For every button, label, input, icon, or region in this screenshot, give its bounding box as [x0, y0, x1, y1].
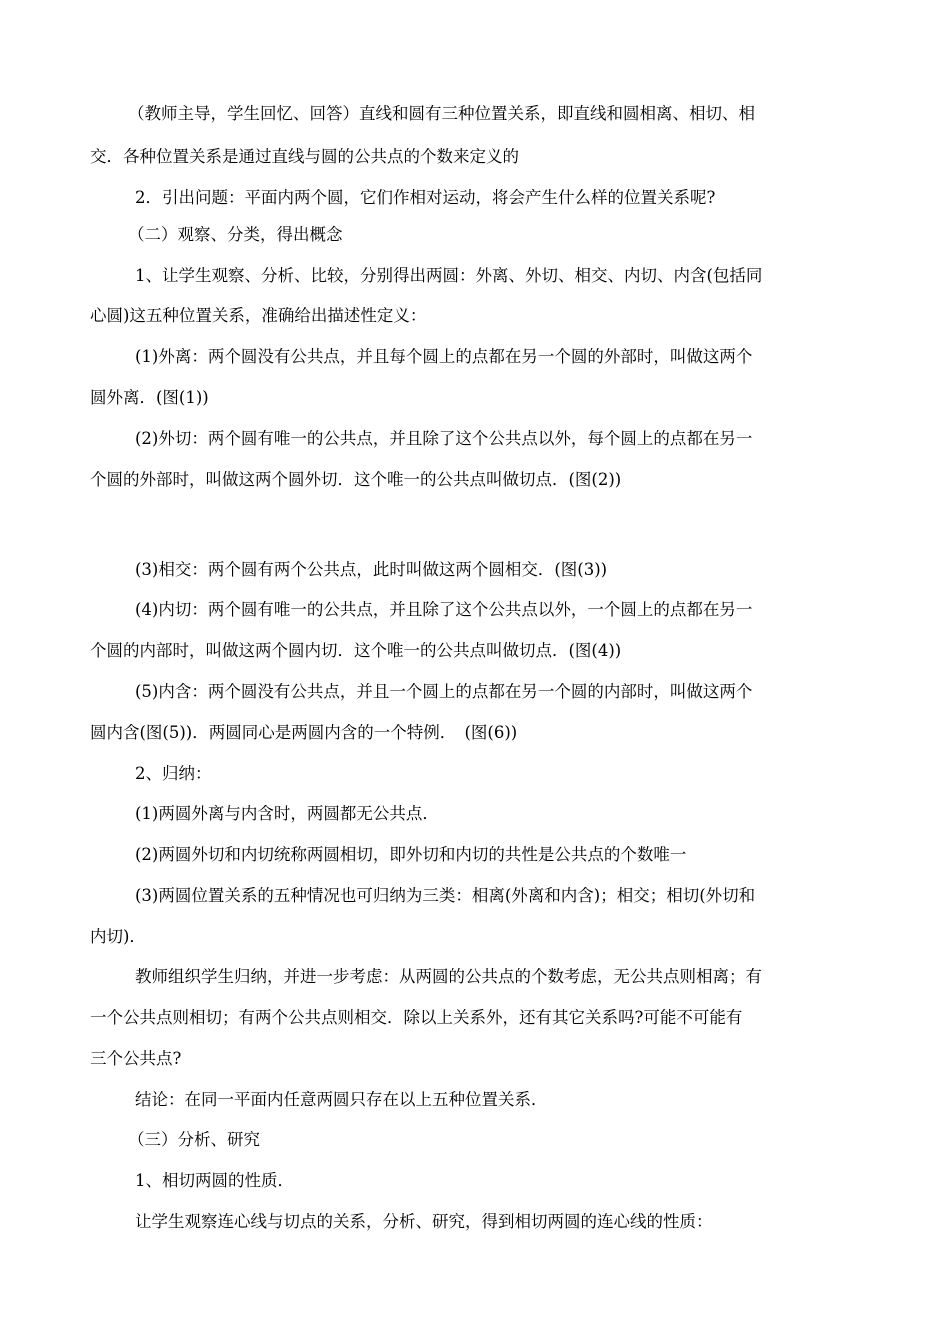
paragraph-line: 1、相切两圆的性质． — [135, 1171, 294, 1190]
paragraph-line: 2、归纳： — [135, 764, 212, 783]
paragraph-line: 让学生观察连心线与切点的关系，分析、研究，得到相切两圆的连心线的性质： — [135, 1212, 713, 1231]
paragraph-line: 内切)． — [90, 927, 146, 946]
paragraph-line: 一个公共点则相切；有两个公共点则相交．除以上关系外，还有其它关系吗?可能不可能有 — [90, 1008, 743, 1027]
paragraph-line: 交．各种位置关系是通过直线与圆的公共点的个数来定义的 — [90, 147, 519, 166]
paragraph-line: 圆内含(图(5))．两圆同心是两圆内含的一个特例． (图(6)) — [90, 723, 518, 742]
paragraph-line: 个圆的外部时，叫做这两个圆外切．这个唯一的公共点叫做切点．(图(2)) — [90, 470, 622, 489]
paragraph-line: 圆外离．(图(1)) — [90, 388, 209, 407]
paragraph-line: (2)两圆外切和内切统称两圆相切，即外切和内切的共性是公共点的个数唯一 — [135, 845, 687, 864]
paragraph-line: 心圆)这五种位置关系，准确给出描述性定义： — [90, 306, 427, 325]
paragraph-line: 个圆的内部时，叫做这两个圆内切．这个唯一的公共点叫做切点．(图(4)) — [90, 641, 622, 660]
paragraph-line: (1)两圆外离与内含时，两圆都无公共点． — [135, 804, 439, 823]
paragraph-line: 结论：在同一平面内任意两圆只存在以上五种位置关系． — [135, 1090, 548, 1109]
paragraph-line: （教师主导，学生回忆、回答）直线和圆有三种位置关系，即直线和圆相离、相切、相 — [128, 104, 755, 123]
paragraph-line: (3)两圆位置关系的五种情况也可归纳为三类：相离(外离和内含)；相交；相切(外切和 — [135, 886, 756, 905]
paragraph-line: (2)外切：两个圆有唯一的公共点，并且除了这个公共点以外，每个圆上的点都在另一 — [135, 429, 753, 448]
paragraph-line: 三个公共点? — [90, 1049, 182, 1068]
paragraph-line: 2．引出问题：平面内两个圆，它们作相对运动，将会产生什么样的位置关系呢? — [135, 188, 716, 207]
paragraph-line: (1)外离：两个圆没有公共点，并且每个圆上的点都在另一个圆的外部时，叫做这两个 — [135, 347, 753, 366]
paragraph-line: 教师组织学生归纳，并进一步考虑：从两圆的公共点的个数考虑，无公共点则相离；有 — [135, 967, 762, 986]
section-heading: （二）观察、分类，得出概念 — [128, 225, 343, 244]
paragraph-line: (5)内含：两个圆没有公共点，并且一个圆上的点都在另一个圆的内部时，叫做这两个 — [135, 682, 753, 701]
paragraph-line: (4)内切：两个圆有唯一的公共点，并且除了这个公共点以外，一个圆上的点都在另一 — [135, 600, 753, 619]
paragraph-line: (3)相交：两个圆有两个公共点，此时叫做这两个圆相交．(图(3)) — [135, 560, 608, 579]
paragraph-line: 1、让学生观察、分析、比较，分别得出两圆：外离、外切、相交、内切、内含(包括同 — [135, 266, 763, 285]
section-heading: （三）分析、研究 — [128, 1130, 260, 1149]
